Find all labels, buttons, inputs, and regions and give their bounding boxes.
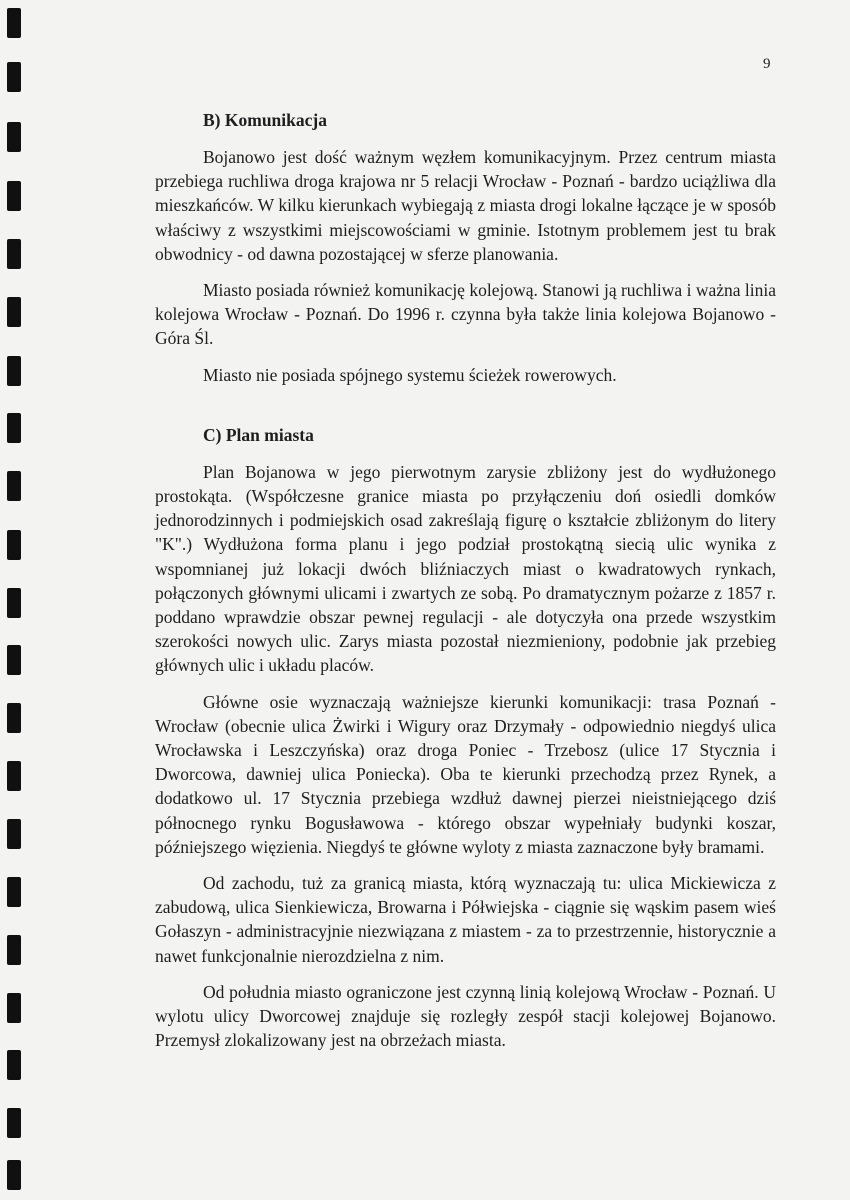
page-content	[155, 108, 776, 1053]
binding-hole	[7, 471, 21, 501]
binding-hole	[7, 181, 21, 211]
binding-hole	[7, 993, 21, 1023]
binding-hole	[7, 297, 21, 327]
binding-hole	[7, 703, 21, 733]
section-heading-komunikacja: B) Komunikacja	[203, 110, 327, 130]
binding-hole	[7, 1108, 21, 1138]
paragraph: Główne osie wyznaczają ważniejsze kierunki komunikacji: trasa Poznań - Wrocław (obecnie ulica Żwirki i Wigury oraz Drzymały - odpowiednio niegdyś ulica Wrocławska i Leszczyńska) oraz droga Poniec - Trzebosz (ulice 17 Stycznia i Dworcowa, dawniej ulica Poniecka). Oba te kierunki przechodzą przez Rynek, a dodatkowo ul. 17 Stycznia przebiega wzdłuż dawnej pierzei nieistniejącego dziś północnego rynku Bogusławowa - którego obszar wypełniały budynki koszar, późniejszego więzienia. Niegdyś te główne wyloty z miasta zaznaczone były bramami.	[155, 691, 776, 857]
binding-hole	[7, 413, 21, 443]
binding-hole	[7, 356, 21, 386]
paragraph: Od zachodu, tuż za granicą miasta, którą wyznaczają tu: ulica Mickiewicza z zabudową, ulica Sienkiewicza, Browarna i Półwiejska - ciągnie się wąskim pasem wieś Gołaszyn - administracyjnie niezwiązana z miastem - za to przestrzennie, historycznie a nawet funkcjonalnie nierozdzielna z nim.	[155, 873, 776, 966]
binding-hole	[7, 1050, 21, 1080]
binding-hole	[7, 530, 21, 560]
binding-holes	[0, 0, 40, 1200]
section-heading-plan-miasta: C) Plan miasta	[203, 424, 314, 445]
binding-hole	[7, 62, 21, 92]
binding-hole	[7, 819, 21, 849]
binding-hole	[7, 761, 21, 791]
paragraph: Miasto posiada również komunikację kolejową. Stanowi ją ruchliwa i ważna linia kolejowa Wrocław - Poznań. Do 1996 r. czynna była także linia kolejowa Bojanowo - Góra Śl.	[155, 280, 776, 349]
binding-hole	[7, 645, 21, 675]
binding-hole	[7, 8, 21, 38]
binding-hole	[7, 1160, 21, 1190]
page-number: 9	[763, 56, 771, 72]
binding-hole	[7, 935, 21, 965]
binding-hole	[7, 239, 21, 269]
paragraph: Bojanowo jest dość ważnym węzłem komunikacyjnym. Przez centrum miasta przebiega ruchliwa droga krajowa nr 5 relacji Wrocław - Poznań - bardzo uciążliwa dla mieszkańców. W kilku kierunkach wybiegają z miasta drogi lokalne łączące je w sposób właściwy z wszystkimi miejscowościami w gminie. Istotnym problemem jest tu brak obwodnicy - od dawna pozostającej w sferze planowania.	[155, 147, 776, 264]
paragraph: Od południa miasto ograniczone jest czynną linią kolejową Wrocław - Poznań. U wylotu ulicy Dworcowej znajduje się rozległy zespół stacji kolejowej Bojanowo. Przemysł zlokalizowany jest na obrzeżach miasta.	[155, 981, 776, 1051]
binding-hole	[7, 588, 21, 618]
paragraph: Plan Bojanowa w jego pierwotnym zarysie zbliżony jest do wydłużonego prostokąta. (Współczesne granice miasta po przyłączeniu doń osiedli domków jednorodzinnych i podmiejskich osad zakreślają figurę o kształcie zbliżonym do litery "K".) Wydłużona forma planu i jego podział prostokątną siecią ulic wynika z wspomnianej już lokacji dwóch bliźniaczych miast o kwadratowych rynkach, połączonych głównymi ulicami i zwartych ze sobą. Po dramatycznym pożarze z 1857 r. poddano wprawdzie obszar pewnej regulacji - ale dotyczyła ona przede wszystkim szerokości nowych ulic. Zarys miasta pozostał niezmieniony, podobnie jak przebieg głównych ulic i układu placów.	[155, 461, 776, 676]
section-gap	[155, 399, 776, 423]
binding-hole	[7, 877, 21, 907]
binding-hole	[7, 122, 21, 152]
paragraph: Miasto nie posiada spójnego systemu ścieżek rowerowych.	[203, 364, 617, 385]
